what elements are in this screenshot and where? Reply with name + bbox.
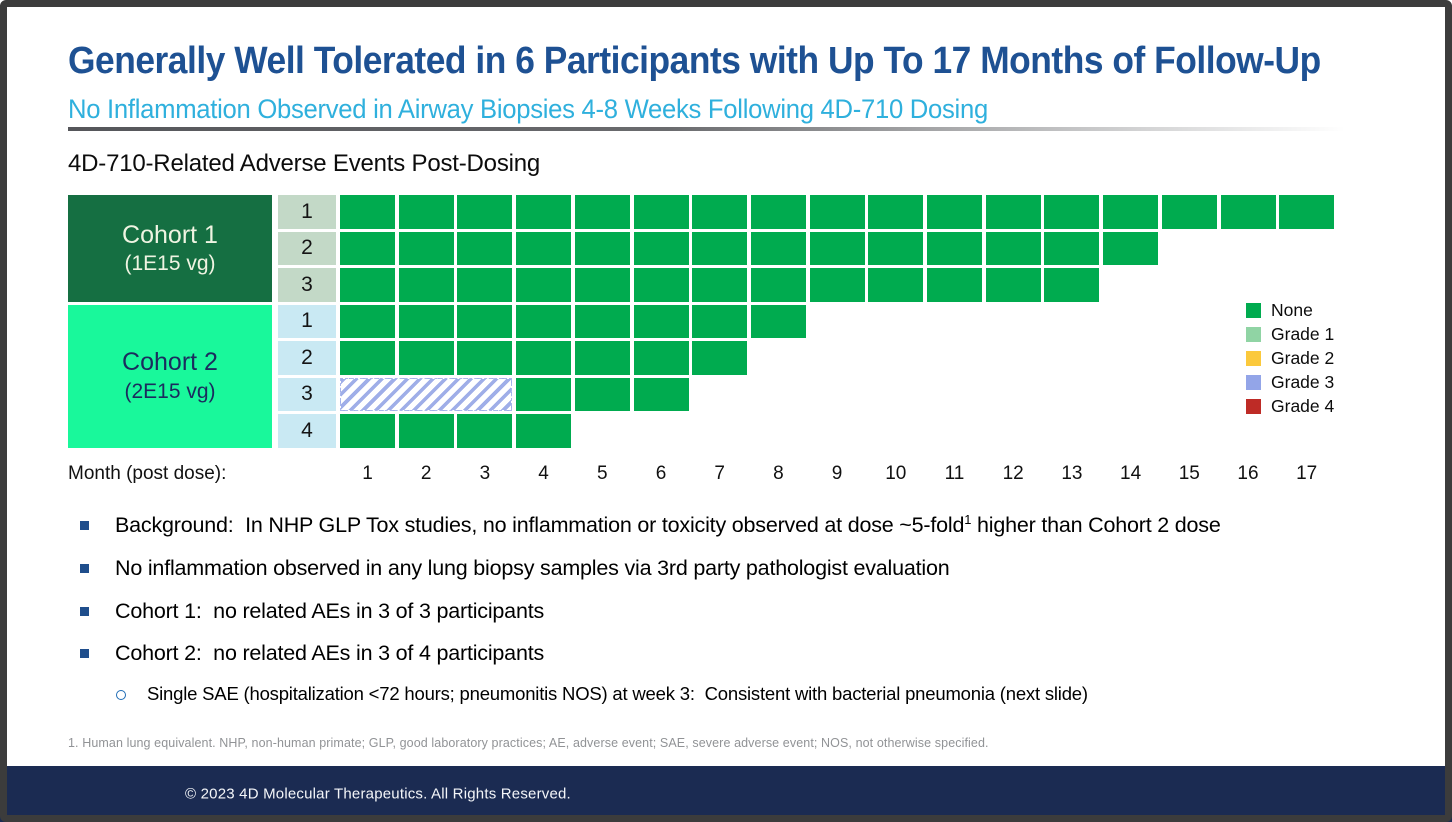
ae-cell-hatched-grade3 [340, 378, 512, 412]
month-tick-label: 7 [714, 463, 725, 484]
month-tick-label: 17 [1296, 463, 1318, 484]
month-tick-label: 15 [1178, 463, 1200, 484]
legend-label: Grade 1 [1271, 324, 1335, 344]
ae-cell-none [1162, 195, 1217, 229]
ae-cell-none [457, 232, 512, 266]
participant-cell: 3 [278, 378, 336, 412]
ae-cell-none [575, 268, 630, 302]
ae-cell-none [868, 232, 923, 266]
ae-cell-none [751, 232, 806, 266]
ae-cell-none [927, 232, 982, 266]
ae-cell-none [399, 414, 454, 448]
ae-cell-none [516, 341, 571, 375]
month-tick-label: 16 [1237, 463, 1259, 484]
ae-cell-none [516, 305, 571, 339]
participant-cell: 2 [278, 232, 336, 266]
ae-cell-none [634, 378, 689, 412]
month-tick-label: 2 [420, 463, 432, 484]
ae-cell-none [1044, 268, 1099, 302]
ae-cell-none [634, 268, 689, 302]
month-tick-label: 1 [362, 463, 373, 484]
ae-cell-none [927, 195, 982, 229]
ae-cell-none [340, 195, 395, 229]
bullet-item [116, 683, 1088, 705]
month-tick-label: 4 [538, 463, 549, 484]
footer-copyright: © 2023 4D Molecular Therapeutics. All Rights Reserved. [185, 785, 571, 803]
ae-cell-none [516, 378, 571, 412]
ae-cell-none [634, 195, 689, 229]
bullet-text: Cohort 2: no related AEs in 3 of 4 participants [115, 641, 545, 665]
ae-cell-none [810, 195, 865, 229]
month-tick-label: 9 [831, 463, 843, 484]
ae-cell-none [516, 232, 571, 266]
month-tick-label: 12 [1002, 463, 1024, 484]
legend-label: Grade 2 [1271, 348, 1335, 368]
ae-cell-none [457, 414, 512, 448]
ae-cell-none [692, 305, 747, 339]
ae-cell-none [516, 195, 571, 229]
ae-cell-none [751, 268, 806, 302]
ae-cell-none [868, 195, 923, 229]
ae-cell-none [399, 305, 454, 339]
ae-cell-none [1103, 195, 1158, 229]
bullet-text: No inflammation observed in any lung biopsy samples via 3rd party pathologist evaluation [115, 556, 950, 580]
ae-cell-none [575, 341, 630, 375]
ae-cell-none [692, 232, 747, 266]
ae-cell-none [457, 341, 512, 375]
cohort-block [68, 195, 272, 302]
ae-cell-none [399, 341, 454, 375]
ae-cell-none [1279, 195, 1334, 229]
ae-cell-none [692, 195, 747, 229]
cohort-dose-label: (2E15 vg) [124, 379, 216, 403]
bullet-item [80, 513, 1221, 538]
ae-cell-none [340, 414, 395, 448]
ae-cell-none [1221, 195, 1276, 229]
participant-cell: 4 [278, 414, 336, 448]
ae-cell-none [634, 305, 689, 339]
ae-cell-none [692, 268, 747, 302]
month-tick-label: 8 [773, 463, 784, 484]
ae-cell-none [457, 305, 512, 339]
legend-item [1246, 396, 1334, 417]
bullet-text: Single SAE (hospitalization <72 hours; pneumonitis NOS) at week 3: Consistent with bacterial pneumonia (next slide) [147, 683, 1088, 704]
chart-title: 4D-710-Related Adverse Events Post-Dosing [68, 150, 541, 177]
bullet-text: Background: In NHP GLP Tox studies, no inflammation or toxicity observed at dose ~5-fold$^1$ higher than Cohort 2 dose [115, 511, 1221, 537]
ae-cell-none [751, 305, 806, 339]
bullet-square-icon [80, 564, 89, 573]
legend-item [1246, 324, 1334, 345]
title-divider-rule [68, 127, 1398, 131]
ae-cell-none [927, 268, 982, 302]
ae-cell-none [810, 268, 865, 302]
legend-swatch-grade-4 [1246, 399, 1261, 414]
cohort-label: Cohort 2 [122, 348, 218, 377]
cohort-dose-label: (1E15 vg) [124, 251, 216, 275]
ae-cell-none [340, 232, 395, 266]
legend-label: Grade 3 [1271, 372, 1335, 392]
footnote: 1. Human lung equivalent. NHP, non-human primate; GLP, good laboratory practices; AE, adverse event; SAE, severe adverse event; NOS, not otherwise specified. [68, 736, 989, 750]
month-tick-label: 10 [885, 463, 907, 484]
ae-cell-none [634, 232, 689, 266]
legend-swatch-none [1246, 303, 1261, 318]
ae-cell-none [575, 378, 630, 412]
ae-cell-none [1103, 232, 1158, 266]
participant-cell: 1 [278, 195, 336, 229]
ae-cell-none [457, 195, 512, 229]
cohort-label: Cohort 1 [122, 220, 218, 249]
legend-label: Grade 4 [1271, 396, 1335, 416]
ae-cell-none [868, 268, 923, 302]
month-tick-label: 11 [944, 463, 965, 484]
ae-cell-none [575, 232, 630, 266]
bullet-item [80, 641, 544, 666]
ae-cell-none [399, 268, 454, 302]
ae-cell-none [516, 268, 571, 302]
participant-cell: 2 [278, 341, 336, 375]
ae-cell-none [340, 341, 395, 375]
bullet-square-icon [80, 521, 89, 530]
month-tick-label: 14 [1120, 463, 1142, 484]
ae-cell-none [340, 268, 395, 302]
month-tick-label: 3 [479, 463, 491, 484]
month-tick-label: 5 [597, 463, 608, 484]
legend-swatch-grade-1 [1246, 327, 1261, 342]
ae-cell-none [634, 341, 689, 375]
legend-item [1246, 348, 1334, 369]
slide-subtitle: No Inflammation Observed in Airway Biopsies 4-8 Weeks Following 4D-710 Dosing [68, 94, 988, 124]
ae-cell-none [810, 232, 865, 266]
ae-cell-none [399, 232, 454, 266]
ae-cell-none [986, 268, 1041, 302]
ae-cell-none [575, 305, 630, 339]
legend-item [1246, 300, 1313, 321]
month-tick-label: 13 [1061, 463, 1083, 484]
ae-cell-none [340, 305, 395, 339]
bullet-square-icon [80, 607, 89, 616]
footer-bar [0, 766, 1452, 822]
month-axis-label: Month (post dose): [68, 463, 227, 484]
ae-cell-none [692, 341, 747, 375]
ae-cell-none [1044, 195, 1099, 229]
cohort-block [68, 305, 272, 448]
ae-cell-none [986, 232, 1041, 266]
ae-cell-none [575, 195, 630, 229]
legend-swatch-grade-3 [1246, 375, 1261, 390]
ae-cell-none [751, 195, 806, 229]
legend-item [1246, 372, 1334, 393]
legend-swatch-grade-2 [1246, 351, 1261, 366]
slide-title: Generally Well Tolerated in 6 Participants with Up To 17 Months of Follow-Up [68, 40, 1321, 82]
bullet-square-icon [80, 649, 89, 658]
participant-cell: 1 [278, 305, 336, 339]
bullet-text: Cohort 1: no related AEs in 3 of 3 participants [115, 599, 545, 623]
ae-cell-none [457, 268, 512, 302]
bullet-item [80, 556, 950, 581]
bullet-circle-icon [116, 690, 126, 700]
ae-cell-none [986, 195, 1041, 229]
month-tick-label: 6 [655, 463, 667, 484]
ae-cell-none [516, 414, 571, 448]
ae-cell-none [399, 195, 454, 229]
bullet-item [80, 599, 544, 624]
legend-label: None [1271, 300, 1313, 320]
ae-cell-none [1044, 232, 1099, 266]
participant-cell: 3 [278, 268, 336, 302]
